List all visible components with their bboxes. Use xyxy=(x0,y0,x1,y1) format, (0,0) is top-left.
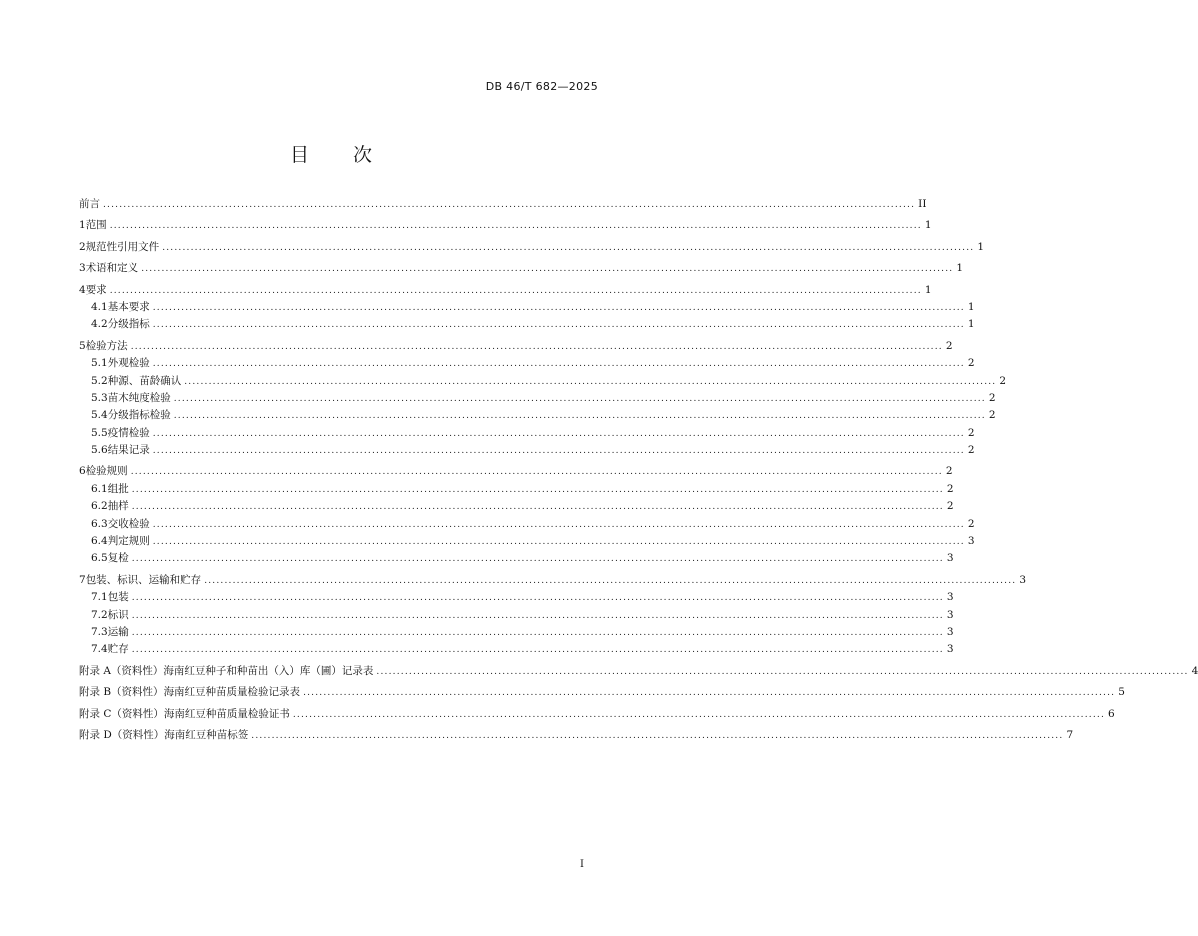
toc-entry-page: 2 xyxy=(999,374,1007,387)
toc-entry-label: 基本要求 xyxy=(107,300,150,313)
toc-entry-label: 判定规则 xyxy=(107,535,150,548)
toc-entry-number: 7 xyxy=(79,573,86,586)
toc-entry[interactable] xyxy=(79,299,975,316)
toc-dot-leader: ........................................................................................................................................................................................................ xyxy=(131,610,944,621)
toc-entry-label: 规范性引用文件 xyxy=(85,240,160,253)
toc-entry-page: 2 xyxy=(967,517,975,530)
toc-entry-number: 附录 B（资料性） xyxy=(79,686,164,699)
toc-entry-label: 标识 xyxy=(107,608,129,621)
toc-entry-page: 2 xyxy=(945,339,953,352)
document-code: DB 46/T 682—2025 xyxy=(485,80,598,93)
toc-dot-leader: ........................................................................................................................................................................................................ xyxy=(152,537,965,548)
page-title xyxy=(0,140,662,167)
toc-entry-label: 检验方法 xyxy=(85,339,128,352)
toc-entry[interactable] xyxy=(79,727,1074,744)
toc-entry[interactable] xyxy=(79,260,964,277)
toc-dot-leader: ........................................................................................................................................................................................................ xyxy=(130,341,943,352)
toc-entry-page: 2 xyxy=(988,409,996,422)
toc-dot-leader: ........................................................................................................................................................................................................ xyxy=(173,393,986,404)
toc-entry-number: 7.3 xyxy=(91,625,108,638)
toc-entry-page: 2 xyxy=(946,482,954,495)
toc-entry-label: 包装 xyxy=(107,591,129,604)
toc-entry-label: 苗木纯度检验 xyxy=(107,391,171,404)
toc-dot-leader: ........................................................................................................................................................................................................ xyxy=(131,645,944,656)
toc-entry-page: 2 xyxy=(967,357,975,370)
toc-entry-label: 海南红豆种苗质量检验证书 xyxy=(163,707,290,720)
toc-dot-leader: ........................................................................................................................................................................................................ xyxy=(251,730,1064,741)
toc-entry[interactable] xyxy=(79,589,954,606)
toc-entry-number: 6.3 xyxy=(91,517,108,530)
toc-dot-leader: ........................................................................................................................................................................................................ xyxy=(152,359,965,370)
toc-entry-page: 3 xyxy=(946,643,954,656)
toc-entry-page: 1 xyxy=(977,240,985,253)
toc-dot-leader: ........................................................................................................................................................................................................ xyxy=(152,519,965,530)
toc-dot-leader: ........................................................................................................................................................................................................ xyxy=(109,285,922,296)
toc-entry-label: 分级指标检验 xyxy=(107,409,171,422)
title-char-1: 目 xyxy=(289,144,309,166)
toc-entry-page: II xyxy=(918,198,927,210)
toc-entry[interactable] xyxy=(79,550,954,567)
toc-entry-number: 6.5 xyxy=(91,552,108,565)
toc-entry-page: 3 xyxy=(946,552,954,565)
toc-dot-leader: ........................................................................................................................................................................................................ xyxy=(292,709,1106,720)
toc-entry-number: 7.2 xyxy=(91,608,108,621)
toc-entry[interactable] xyxy=(79,407,996,424)
toc-entry-page: 3 xyxy=(1019,573,1027,586)
title-char-2: 次 xyxy=(353,144,373,166)
toc-entry-label: 海南红豆种苗质量检验记录表 xyxy=(163,686,301,699)
toc-entry-page: 2 xyxy=(946,500,954,513)
toc-entry-label: 外观检验 xyxy=(107,357,150,370)
toc-entry[interactable] xyxy=(79,516,975,533)
toc-entry[interactable] xyxy=(79,572,1027,589)
toc-entry-label: 运输 xyxy=(107,625,129,638)
toc-dot-leader: ........................................................................................................................................................................................................ xyxy=(131,627,944,638)
toc-entry-label: 抽样 xyxy=(107,500,129,513)
toc-entry[interactable] xyxy=(79,338,953,355)
toc-entry-label: 种源、苗龄确认 xyxy=(107,374,182,387)
toc-entry-page: 3 xyxy=(946,625,954,638)
toc-entry-number: 3 xyxy=(79,262,86,275)
toc-entry[interactable] xyxy=(79,355,975,372)
toc-entry[interactable] xyxy=(79,282,932,299)
toc-entry-number: 5 xyxy=(79,339,86,352)
toc-entry-number: 5.1 xyxy=(91,357,108,370)
toc-entry-label: 检验规则 xyxy=(85,465,128,478)
toc-entry-number: 2 xyxy=(79,240,86,253)
toc-entry-number: 5.2 xyxy=(91,374,108,387)
toc-dot-leader: ........................................................................................................................................................................................................ xyxy=(131,593,944,604)
toc-entry-number: 6.4 xyxy=(91,535,108,548)
toc-dot-leader: ........................................................................................................................................................................................................ xyxy=(131,502,944,513)
toc-entry[interactable] xyxy=(79,498,954,515)
toc-entry-page: 6 xyxy=(1108,707,1115,720)
toc-entry-page: 3 xyxy=(946,591,954,604)
toc-entry[interactable] xyxy=(79,533,975,550)
toc-entry-page: 1 xyxy=(924,219,932,232)
toc-entry-label: 包装、标识、运输和贮存 xyxy=(85,573,202,586)
toc-entry-page: 2 xyxy=(967,426,975,439)
toc-dot-leader: ........................................................................................................................................................................................................ xyxy=(173,411,986,422)
toc-entry-page: 2 xyxy=(988,391,996,404)
toc-entry[interactable] xyxy=(79,481,954,498)
toc-entry-label: 组批 xyxy=(107,482,129,495)
toc-entry[interactable] xyxy=(79,442,975,459)
toc-entry[interactable] xyxy=(79,425,975,442)
toc-entry-number: 5.4 xyxy=(91,409,108,422)
toc-dot-leader: ........................................................................................................................................................................................................ xyxy=(152,446,965,457)
toc-dot-leader: ........................................................................................................................................................................................................ xyxy=(131,554,944,565)
toc-entry-number: 4.2 xyxy=(91,318,108,331)
toc-entry-number: 6.2 xyxy=(91,500,108,513)
toc-entry-number: 6.1 xyxy=(91,482,108,495)
toc-entry[interactable] xyxy=(79,390,996,407)
toc-entry-label: 复检 xyxy=(107,552,129,565)
toc-entry-label: 要求 xyxy=(85,283,107,296)
toc-dot-leader: ........................................................................................................................................................................................................ xyxy=(184,376,997,387)
toc-entry-label: 术语和定义 xyxy=(85,262,139,275)
toc-entry-label: 海南红豆种子和种苗出（入）库（圃）记录表 xyxy=(163,664,374,677)
toc-entry-number: 6 xyxy=(79,465,86,478)
toc-dot-leader: ........................................................................................................................................................................................................ xyxy=(152,320,965,331)
toc-dot-leader: ........................................................................................................................................................................................................ xyxy=(152,428,965,439)
toc-entry-number: 5.3 xyxy=(91,391,108,404)
toc-entry-page: 1 xyxy=(924,283,932,296)
toc-entry[interactable] xyxy=(79,217,932,234)
toc-entry-number: 1 xyxy=(79,219,86,232)
toc-dot-leader: ........................................................................................................................................................................................................ xyxy=(152,302,965,313)
toc-dot-leader: ........................................................................................................................................................................................................ xyxy=(162,242,975,253)
toc-entry-page: 1 xyxy=(956,262,964,275)
toc-entry-page: 1 xyxy=(967,318,975,331)
toc-entry-number: 附录 A（资料性） xyxy=(79,664,164,677)
toc-entry-number: 附录 D（资料性） xyxy=(79,728,165,741)
toc-entry-number: 附录 C（资料性） xyxy=(79,707,164,720)
toc-entry-number: 4 xyxy=(79,283,86,296)
toc-dot-leader: ........................................................................................................................................................................................................ xyxy=(130,467,943,478)
toc-entry-page: 1 xyxy=(967,300,975,313)
toc-dot-leader: ........................................................................................................................................................................................................ xyxy=(109,221,922,232)
toc-dot-leader: ........................................................................................................................................................................................................ xyxy=(131,484,944,495)
toc-entry-label: 交收检验 xyxy=(107,517,150,530)
toc-entry-label: 前言 xyxy=(79,198,100,210)
toc-entry[interactable] xyxy=(79,607,954,624)
toc-entry[interactable] xyxy=(79,684,1125,701)
toc-entry[interactable] xyxy=(79,239,985,256)
toc-entry-label: 疫情检验 xyxy=(107,426,150,439)
toc-dot-leader: ........................................................................................................................................................................................................ xyxy=(303,688,1116,699)
toc-entry-label: 结果记录 xyxy=(107,444,150,457)
toc-entry-label: 范围 xyxy=(85,219,107,232)
toc-entry-page: 2 xyxy=(967,444,975,457)
toc-entry[interactable] xyxy=(79,196,927,213)
toc-entry-page: 4 xyxy=(1191,664,1198,677)
toc-entry-page: 2 xyxy=(945,465,953,478)
toc-entry[interactable] xyxy=(79,706,1115,723)
toc-entry[interactable] xyxy=(79,663,1198,680)
toc-entry-page: 3 xyxy=(946,608,954,621)
toc-entry-number: 5.5 xyxy=(91,426,108,439)
toc-dot-leader: ........................................................................................................................................................................................................ xyxy=(103,200,916,210)
toc-entry-number: 7.1 xyxy=(91,591,108,604)
toc-dot-leader: ........................................................................................................................................................................................................ xyxy=(204,575,1017,586)
toc-entry[interactable] xyxy=(79,624,954,641)
toc-entry-label: 贮存 xyxy=(107,643,129,656)
toc-entry-number: 5.6 xyxy=(91,444,108,457)
toc-dot-leader: ........................................................................................................................................................................................................ xyxy=(376,666,1189,677)
toc-entry-label: 分级指标 xyxy=(107,318,150,331)
toc-entry-number: 4.1 xyxy=(91,300,108,313)
toc-entry[interactable] xyxy=(79,373,1007,390)
toc-entry[interactable] xyxy=(79,316,975,333)
toc-entry-number: 7.4 xyxy=(91,643,108,656)
toc-entry-page: 3 xyxy=(967,535,975,548)
toc-dot-leader: ........................................................................................................................................................................................................ xyxy=(141,264,954,275)
toc-entry-page: 5 xyxy=(1118,686,1125,699)
table-of-contents xyxy=(79,196,1198,744)
toc-entry[interactable] xyxy=(79,463,953,480)
toc-entry-page: 7 xyxy=(1066,728,1074,741)
page-number: I xyxy=(580,859,584,870)
toc-entry-label: 海南红豆种苗标签 xyxy=(164,728,249,741)
toc-entry[interactable] xyxy=(79,641,954,658)
